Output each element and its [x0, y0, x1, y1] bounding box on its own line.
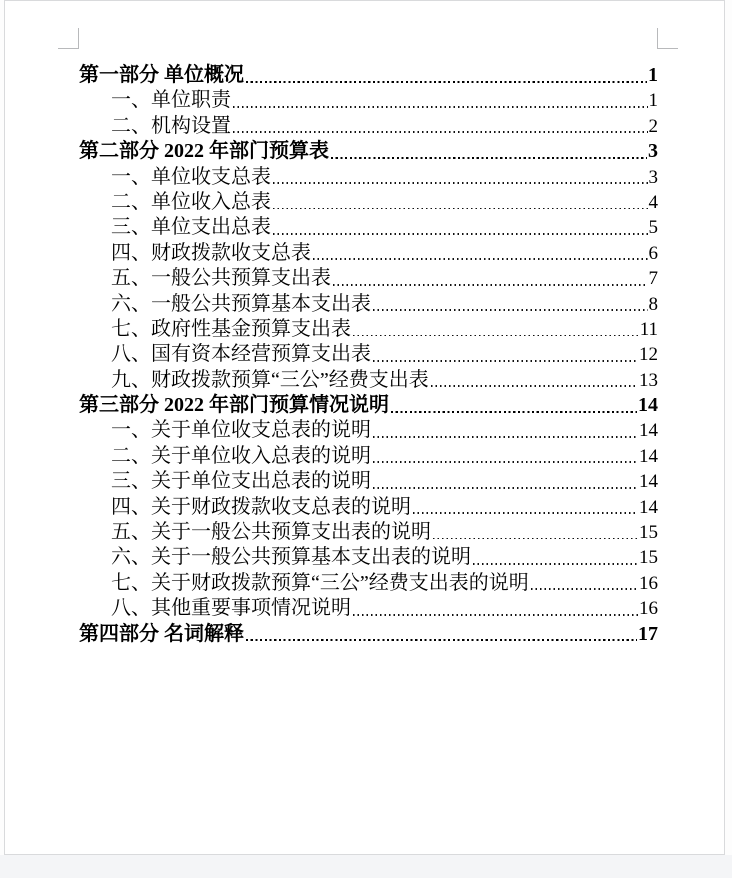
toc-entry[interactable]: [79, 368, 658, 393]
toc-entry-page-number: 11: [639, 318, 658, 340]
toc-entry[interactable]: [79, 215, 658, 240]
toc-entry-page-number: 1: [648, 90, 658, 112]
toc-entry[interactable]: [79, 571, 658, 596]
toc-entry[interactable]: [79, 88, 658, 113]
toc-entry-page-number: 1: [648, 64, 658, 86]
toc-dot-leader: [246, 639, 637, 641]
toc-dot-leader: [373, 360, 638, 362]
toc-dot-leader: [531, 588, 638, 590]
toc-entry-page-number: 8: [648, 293, 658, 315]
toc-dot-leader: [331, 157, 647, 159]
toc-entry-page-number: 13: [639, 369, 658, 391]
toc-entry-page-number: 17: [638, 622, 658, 645]
toc-entry-label: 第一部分 单位概况: [79, 64, 244, 86]
toc-entry[interactable]: [79, 317, 658, 342]
toc-entry-label: 八、国有资本经营预算支出表: [111, 343, 371, 366]
toc-entry[interactable]: [79, 596, 658, 621]
toc-dot-leader: [373, 461, 638, 463]
toc-entry-label: 八、其他重要事项情况说明: [111, 597, 351, 620]
toc-entry[interactable]: [79, 266, 658, 291]
toc-dot-leader: [233, 106, 648, 108]
toc-entry-label: 二、关于单位收入总表的说明: [111, 444, 371, 467]
page-edge-gutter: [0, 855, 732, 878]
toc-entry[interactable]: [79, 495, 658, 520]
toc-entry-label: 二、单位收入总表: [111, 190, 271, 213]
toc-entry-page-number: 7: [648, 268, 658, 290]
toc-entry-page-number: 14: [639, 420, 658, 442]
toc-entry-label: 第三部分 2022 年部门预算情况说明: [79, 394, 389, 417]
toc-entry-label: 五、关于一般公共预算支出表的说明: [111, 521, 431, 544]
toc-entry-label: 九、财政拨款预算“三公”经费支出表: [111, 368, 429, 391]
toc-dot-leader: [333, 284, 648, 286]
toc-entry-page-number: 15: [639, 522, 658, 544]
toc-entry-page-number: 6: [648, 242, 658, 264]
toc-dot-leader: [373, 487, 638, 489]
toc-entry-page-number: 14: [639, 496, 658, 518]
toc-entry[interactable]: [79, 114, 658, 139]
toc-entry-page-number: 14: [639, 471, 658, 493]
toc-entry-page-number: 5: [648, 217, 658, 239]
toc-dot-leader: [233, 131, 648, 133]
toc-entry-label: 第四部分 名词解释: [79, 622, 244, 645]
toc-dot-leader: [433, 538, 638, 540]
toc-dot-leader: [246, 81, 647, 83]
toc-dot-leader: [373, 436, 638, 438]
toc-entry-label: 一、单位收支总表: [111, 165, 271, 188]
toc-dot-leader: [353, 335, 639, 337]
toc-entry-label: 三、关于单位支出总表的说明: [111, 470, 371, 493]
toc-dot-leader: [391, 411, 637, 413]
toc-entry[interactable]: [79, 241, 658, 266]
toc-dot-leader: [313, 258, 648, 260]
toc-entry[interactable]: [79, 545, 658, 570]
toc-entry-label: 第二部分 2022 年部门预算表: [79, 140, 329, 163]
toc-entry-page-number: 14: [639, 445, 658, 467]
toc-entry-page-number: 14: [638, 394, 658, 417]
toc-entry[interactable]: [79, 418, 658, 443]
toc-entry-label: 六、关于一般公共预算基本支出表的说明: [111, 546, 471, 569]
toc-dot-leader: [431, 385, 638, 387]
document-page[interactable]: [4, 0, 725, 855]
toc-entry-page-number: 2: [648, 115, 658, 137]
toc-entry[interactable]: [79, 139, 658, 164]
toc-entry[interactable]: [79, 63, 658, 88]
toc-entry-label: 四、财政拨款收支总表: [111, 241, 311, 264]
toc-entry-page-number: 3: [648, 166, 658, 188]
toc-entry-label: 二、机构设置: [111, 114, 231, 137]
toc-entry[interactable]: [79, 342, 658, 367]
toc-entry-page-number: 4: [648, 191, 658, 213]
toc-entry[interactable]: [79, 520, 658, 545]
toc-entry-label: 四、关于财政拨款收支总表的说明: [111, 495, 411, 518]
toc-entry-label: 五、一般公共预算支出表: [111, 267, 331, 290]
toc-entry-label: 一、单位职责: [111, 89, 231, 112]
toc-entry[interactable]: [79, 165, 658, 190]
toc-entry-page-number: 12: [639, 344, 658, 366]
toc-dot-leader: [413, 512, 638, 514]
margin-corner-mark-top-right: [657, 28, 678, 49]
toc-entry-label: 七、关于财政拨款预算“三公”经费支出表的说明: [111, 571, 529, 594]
toc-entry[interactable]: [79, 190, 658, 215]
toc-entry[interactable]: [79, 292, 658, 317]
toc-entry-page-number: 15: [639, 547, 658, 569]
margin-corner-mark-top-left: [58, 28, 79, 49]
table-of-contents: [79, 63, 658, 647]
toc-entry-page-number: 16: [639, 572, 658, 594]
toc-dot-leader: [473, 563, 638, 565]
toc-entry-page-number: 3: [648, 140, 658, 163]
toc-dot-leader: [373, 309, 648, 311]
toc-entry[interactable]: [79, 622, 658, 647]
toc-entry[interactable]: [79, 393, 658, 418]
toc-dot-leader: [273, 208, 648, 210]
toc-entry[interactable]: [79, 444, 658, 469]
toc-dot-leader: [353, 614, 638, 616]
toc-dot-leader: [273, 233, 648, 235]
toc-dot-leader: [273, 182, 648, 184]
toc-entry-label: 六、一般公共预算基本支出表: [111, 292, 371, 315]
toc-entry-label: 三、单位支出总表: [111, 216, 271, 239]
toc-entry-label: 七、政府性基金预算支出表: [111, 317, 351, 340]
toc-entry-page-number: 16: [639, 598, 658, 620]
toc-entry[interactable]: [79, 469, 658, 494]
toc-entry-label: 一、关于单位收支总表的说明: [111, 419, 371, 442]
